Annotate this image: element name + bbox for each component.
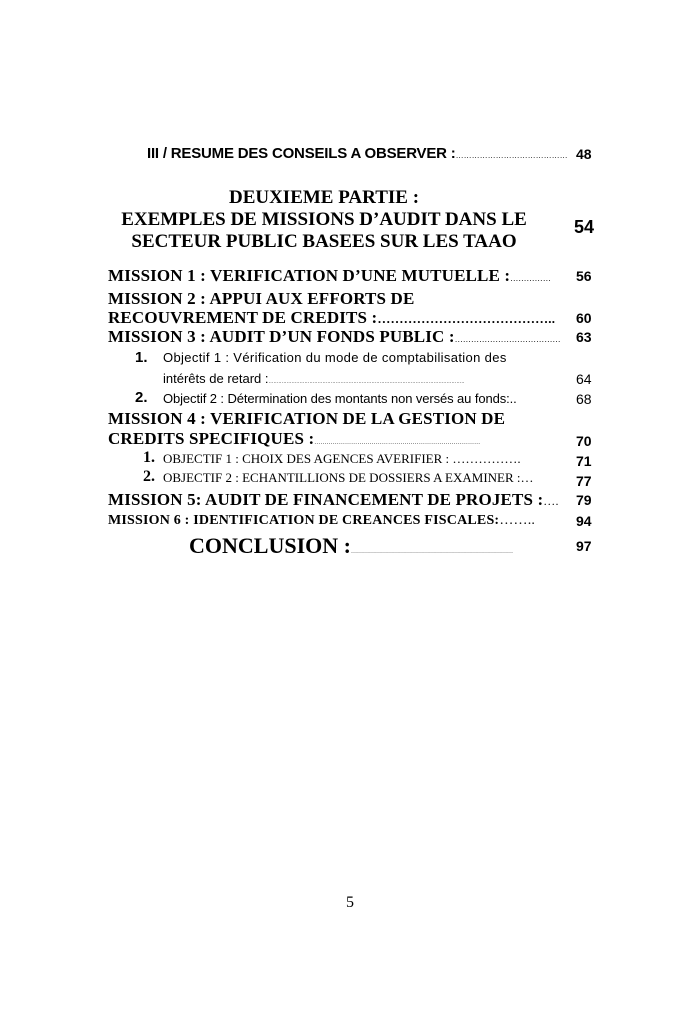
- toc-label: MISSION 5: AUDIT DE FINANCEMENT DE PROJETS :: [108, 490, 544, 509]
- toc-page-number: 68: [576, 391, 592, 407]
- toc-leader: …………………………………..: [377, 311, 556, 326]
- toc-page-number: 71: [576, 453, 592, 469]
- toc-label-line2: RECOUVREMENT DE CREDITS :: [108, 308, 378, 327]
- toc-label-line1: MISSION 2 : APPUI AUX EFFORTS DE: [108, 289, 415, 308]
- toc-page-number: 97: [576, 538, 592, 554]
- toc-label: MISSION 6 : IDENTIFICATION DE CREANCES FISCALES:: [108, 513, 500, 528]
- toc-leader: ………………………………………………………………………: [350, 549, 513, 555]
- objective-label-line1: Objectif 1 : Vérification du mode de comptabilisation des: [163, 350, 507, 365]
- toc-label: CONCLUSION :: [189, 533, 351, 558]
- objective-label: OBJECTIF 1 : CHOIX DES AGENCES AVERIFIER :: [163, 451, 450, 466]
- objective-number: 2.: [135, 389, 148, 406]
- toc-leader: …: [520, 470, 534, 485]
- objective-number: 1.: [135, 349, 148, 366]
- toc-page-number: 79: [576, 492, 592, 508]
- objective-label-line2: intérêts de retard :: [163, 371, 269, 386]
- toc-leader: ……………………………………: [455, 151, 568, 160]
- toc-leader: ……………: [510, 274, 551, 283]
- objective-number: 2.: [143, 468, 155, 485]
- toc-label: III / RESUME DES CONSEILS A OBSERVER :: [147, 145, 456, 162]
- toc-page-number: 70: [576, 433, 592, 449]
- toc-label-line1: MISSION 4 : VERIFICATION DE LA GESTION DE: [108, 409, 506, 428]
- part-subtitle-line1: EXEMPLES DE MISSIONS D’AUDIT DANS LE: [121, 209, 527, 230]
- toc-label: MISSION 3 : AUDIT D’UN FONDS PUBLIC :: [108, 327, 455, 346]
- toc-page-number: 64: [576, 371, 592, 387]
- toc-leader: …………….: [449, 451, 521, 466]
- page-number: 5: [346, 894, 354, 911]
- objective-number: 1.: [143, 449, 155, 466]
- toc-leader: ….: [543, 494, 559, 508]
- objective-label: Objectif 2 : Détermination des montants non versés au fonds:: [163, 391, 510, 406]
- toc-page-number: 48: [576, 146, 592, 162]
- part-subtitle-line2: SECTEUR PUBLIC BASEES SUR LES TAAO: [131, 231, 517, 252]
- toc-page-number: 54: [574, 217, 595, 237]
- toc-leader: ………………………………………………………………………: [314, 440, 481, 446]
- toc-page-number: 63: [576, 329, 592, 345]
- toc-page-number: 56: [576, 268, 592, 284]
- objective-label: OBJECTIF 2 : ECHANTILLIONS DE DOSSIERS A EXAMINER :: [163, 470, 521, 485]
- toc-label-line2: CREDITS SPECIFIQUES :: [108, 429, 315, 448]
- part-heading: DEUXIEME PARTIE :: [228, 187, 420, 208]
- toc-page-number: 77: [576, 473, 592, 489]
- toc-leader: ……..: [499, 513, 536, 528]
- toc-page-number: 94: [576, 513, 592, 529]
- toc-leader: …………………………………………………………………………………………………………: [268, 379, 465, 385]
- toc-label: MISSION 1 : VERIFICATION D’UNE MUTUELLE :: [108, 266, 511, 285]
- toc-leader: …………………………………: [454, 335, 561, 344]
- toc-page-number: 60: [576, 310, 592, 326]
- toc-leader: ..: [509, 391, 517, 406]
